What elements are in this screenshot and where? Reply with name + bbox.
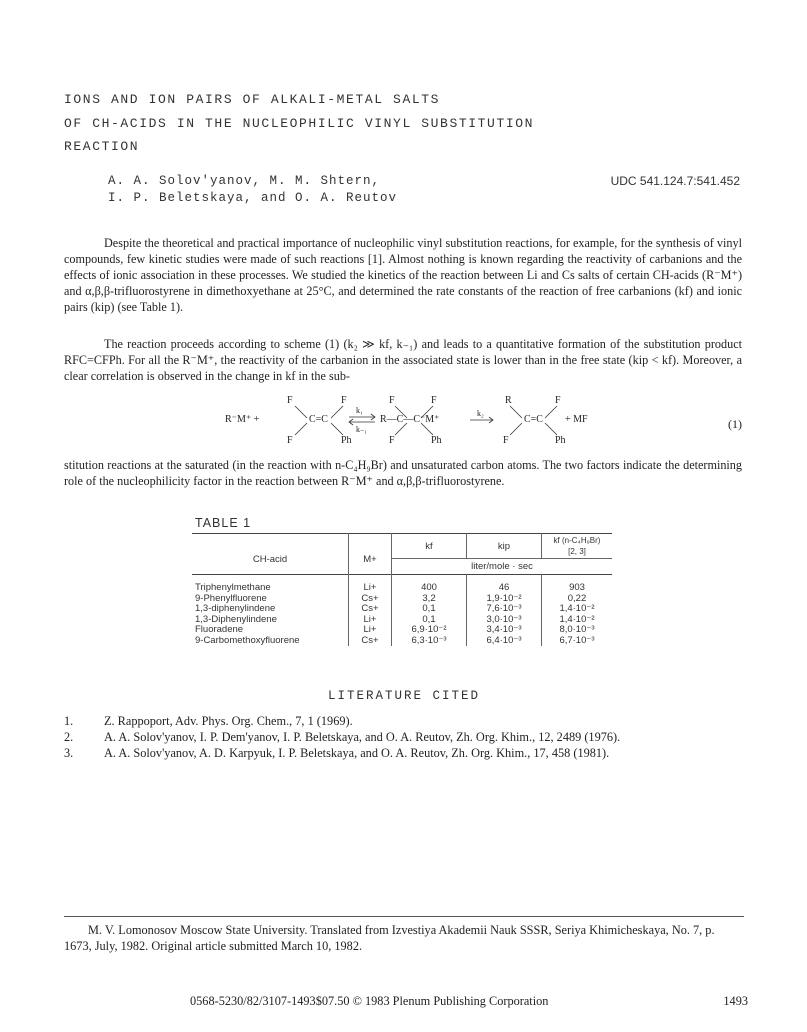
paragraph-3-text: stitution reactions at the saturated (in the reaction with n-C₄H₉Br) and unsaturated carbon atoms. The two factors indicate the determining role of the nucleophilicity factor in the reaction between R⁻M⁺ and α,β,β-trifluorostyrene.: [64, 458, 742, 488]
table-row: [192, 636, 612, 647]
table-row: [192, 604, 612, 615]
table-row: [192, 625, 612, 636]
table-cell-kf2: 903: [569, 582, 585, 593]
table-cell-m: Cs+: [349, 636, 392, 647]
table-cell-kf: 3,2: [392, 594, 467, 605]
authors-line-1: A. A. Solov'yanov, M. M. Shtern,: [108, 174, 381, 188]
table-cell-kf2: 1,4·10⁻²: [559, 603, 595, 614]
footer-divider: [64, 916, 744, 917]
scheme-ph3: Ph: [555, 435, 566, 446]
table-title: TABLE 1: [195, 516, 252, 530]
table-cell-kf2: 6,7·10⁻³: [559, 634, 595, 646]
scheme-product: + MF: [565, 414, 588, 425]
equation-number: (1): [728, 417, 742, 431]
scheme-f8: F: [503, 435, 509, 446]
scheme-f2: F: [341, 395, 347, 406]
scheme-k-1: k₋₁: [356, 425, 368, 434]
scheme-f6: F: [389, 435, 395, 446]
col-header-acid: CH-acid: [192, 534, 349, 575]
table-cell-kf: 6,3·10⁻³: [392, 636, 467, 647]
reference-number: 2.: [64, 730, 74, 744]
authors-line-2: I. P. Beletskaya, and O. A. Reutov: [108, 191, 398, 205]
table-cell-kip: 1,9·10⁻²: [467, 594, 542, 605]
table-cell-m: Cs+: [349, 604, 392, 615]
reference-item: [64, 713, 764, 729]
table-cell-acid: 1,3-diphenylindene: [192, 604, 349, 615]
table-body: [192, 575, 612, 647]
scheme-r: R: [505, 395, 512, 406]
table-cell-m: Li+: [349, 625, 392, 636]
table-cell-kip: 6,4·10⁻³: [467, 636, 542, 647]
scheme-alkene-1: C=C: [309, 414, 328, 425]
scheme-ph2: Ph: [431, 435, 442, 446]
scheme-f4: F: [389, 395, 395, 406]
scheme-k1: k₁: [356, 406, 363, 415]
reference-text: Z. Rappoport, Adv. Phys. Org. Chem., 7, 1 (1969).: [104, 714, 353, 728]
table-cell-m: Li+: [349, 575, 392, 594]
table-cell-kf: 6,9·10⁻²: [392, 625, 467, 636]
reference-number: 3.: [64, 746, 74, 760]
reference-item: [64, 729, 764, 745]
data-table: [192, 533, 612, 646]
col-header-m: M+: [349, 534, 392, 575]
scheme-f1: F: [287, 395, 293, 406]
scheme-f7: F: [555, 395, 561, 406]
col-header-kf2: [542, 534, 613, 559]
col-header-kf: kf: [392, 534, 467, 559]
paragraph-1-text: Despite the theoretical and practical importance of nucleophilic vinyl substitution reactions, for example, for the synthesis of vinyl compounds, few kinetic studies were made of such reactions [1]. Almost nothing is known regarding the reactivity of carbanions and the effects of ionic association in these processes. We studied the kinetics of the reaction between Li and Cs salts of certain CH-acids (R⁻M⁺) and α,β,β-trifluorostyrene in dimethoxyethane at 25°C, and determined the rate constants of the reaction of free carbanions (kf) and ionic pairs (kip) (see Table 1).: [64, 236, 742, 314]
col-header-kf2-ref: [2, 3]: [568, 547, 586, 556]
table-cell-acid: 9-Phenylfluorene: [192, 594, 349, 605]
units-row: liter/mole · sec: [471, 561, 533, 572]
paragraph-conclusion: [64, 458, 742, 490]
reference-number: 1.: [64, 714, 74, 728]
table-cell-kf2: 8,0·10⁻³: [559, 624, 595, 635]
table-cell-m: Cs+: [349, 594, 392, 605]
table-row: [192, 615, 612, 626]
scheme-ph1: Ph: [341, 435, 352, 446]
paragraph-intro: [64, 236, 742, 316]
table-row: [192, 575, 612, 594]
scheme-alkene-2: C=C: [524, 414, 543, 425]
udc-code: UDC 541.124.7:541.452: [610, 174, 740, 188]
copyright-line: 0568-5230/82/3107-1493$07.50 © 1983 Plenum Publishing Corporation: [190, 994, 549, 1008]
reference-list: [64, 713, 764, 761]
table-cell-kf: 0,1: [392, 604, 467, 615]
col-header-kf2-label: kf (n-C₄H₉Br): [553, 536, 601, 545]
table-cell-acid: Fluoradene: [192, 625, 349, 636]
table-cell-kip: 46: [467, 575, 542, 594]
reference-text: A. A. Solov'yanov, A. D. Karpyuk, I. P. Beletskaya, and O. A. Reutov, Zh. Org. Khim., 17, 458 (1981).: [104, 746, 610, 760]
footer-note: M. V. Lomonosov Moscow State University. Translated from Izvestiya Akademii Nauk SSSR, Seriya Khimicheskaya, No. 7, p. 1673, July, 1982. Original article submitted March 10, 1982.: [64, 923, 715, 953]
scheme-k2: k₂: [477, 409, 484, 418]
page-number: 1493: [723, 994, 748, 1008]
literature-heading: LITERATURE CITED: [328, 689, 481, 703]
reference-text: A. A. Solov'yanov, I. P. Dem'yanov, I. P. Beletskaya, and O. A. Reutov, Zh. Org. Khim., 12, 2489 (1976).: [104, 730, 621, 744]
title-line-1: IONS AND ION PAIRS OF ALKALI-METAL SALTS: [64, 92, 441, 107]
table-cell-acid: Triphenylmethane: [192, 575, 349, 594]
table-cell-kip: 3,0·10⁻³: [467, 615, 542, 626]
table-cell-acid: 9-Carbomethoxyfluorene: [192, 636, 349, 647]
table-cell-kip: 7,6·10⁻³: [467, 604, 542, 615]
table-cell-kf: 0,1: [392, 615, 467, 626]
scheme-reactant: R⁻M⁺ +: [225, 414, 260, 425]
reference-item: [64, 745, 764, 761]
col-header-kip: kip: [467, 534, 542, 559]
paragraph-scheme: [64, 337, 742, 385]
table-cell-m: Li+: [349, 615, 392, 626]
table-cell-kf2: 1,4·10⁻²: [559, 613, 595, 625]
table-cell-kf: 400: [392, 575, 467, 594]
scheme-f5: F: [431, 395, 437, 406]
table-cell-acid: 1,3-Diphenylindene: [192, 615, 349, 626]
scheme-intermediate: R—C—C⁻M⁺: [380, 414, 440, 425]
title-line-2: OF CH-ACIDS IN THE NUCLEOPHILIC VINYL SUBSTITUTION: [64, 116, 535, 131]
table-cell-kf2: 0,22: [567, 592, 587, 604]
scheme-f3: F: [287, 435, 293, 446]
paragraph-2-text: The reaction proceeds according to scheme (1) (k₂ ≫ kf, k₋₁) and leads to a quantitative formation of the substitution product RFC=CFPh. For all the R⁻M⁺, the reactivity of the carbanion in the associated state is lower than in the free state (kip < kf). Moreover, a clear correlation is observed in the change in kf in the sub-: [64, 337, 742, 383]
table-cell-kip: 3,4·10⁻³: [467, 625, 542, 636]
title-line-3: REACTION: [64, 139, 140, 154]
